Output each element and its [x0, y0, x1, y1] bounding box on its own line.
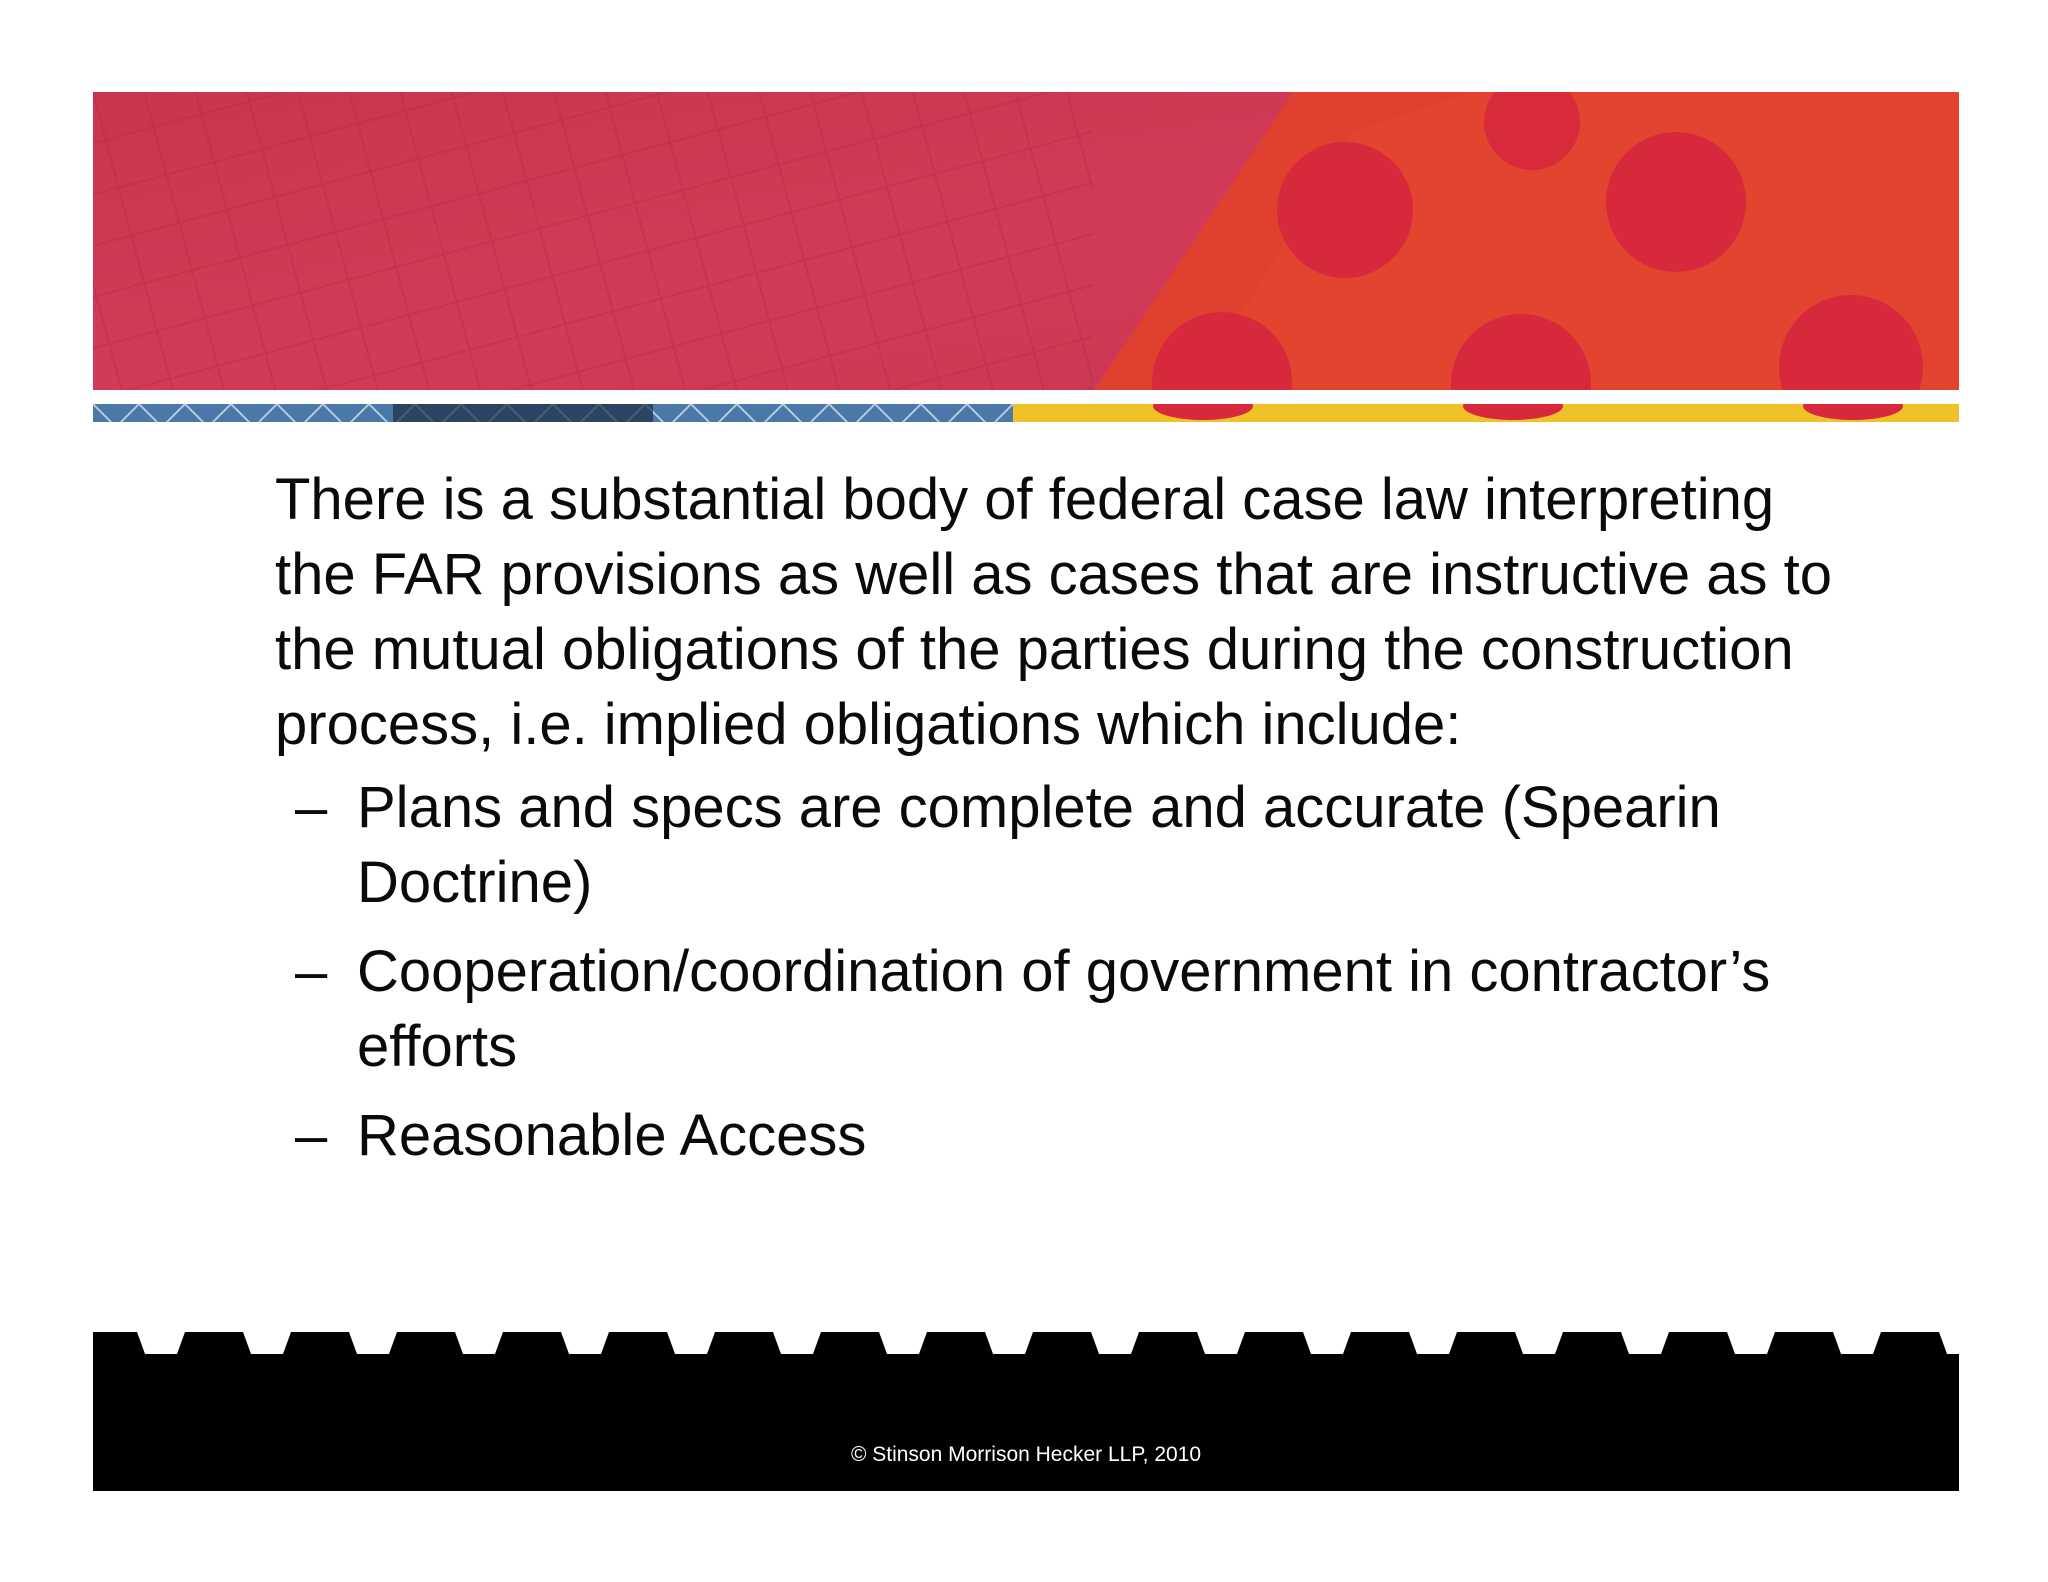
header-white-gap — [93, 392, 1959, 404]
footer-copyright: © Stinson Morrison Hecker LLP, 2010 — [850, 1443, 1202, 1466]
bullet-dash: – — [295, 939, 328, 1004]
header-stripe — [93, 404, 1959, 422]
footer-notch — [137, 1332, 185, 1354]
footer-notch — [1091, 1332, 1139, 1354]
bullet-dash: – — [295, 1103, 328, 1168]
list-item-text: Reasonable Access — [357, 1103, 867, 1168]
list-item — [275, 770, 1855, 920]
footer-notch — [1197, 1332, 1245, 1354]
footer-notch — [1303, 1332, 1351, 1354]
footer-notch — [243, 1332, 291, 1354]
footer-notch — [1727, 1332, 1775, 1354]
footer-notch — [561, 1332, 609, 1354]
footer-notch — [773, 1332, 821, 1354]
list-item — [275, 934, 1855, 1084]
footer-notch — [455, 1332, 503, 1354]
slide — [93, 92, 1959, 1491]
list-item-text: Cooperation/coordination of government in contractor’s efforts — [357, 939, 1771, 1079]
footer-notch — [1621, 1332, 1669, 1354]
footer-notch — [349, 1332, 397, 1354]
bullet-dash: – — [295, 775, 328, 840]
list-item-text: Plans and specs are complete and accurate (Spearin Doctrine) — [357, 775, 1721, 915]
footer-notch — [879, 1332, 927, 1354]
list-item — [275, 1098, 1855, 1173]
header-banner-image — [93, 92, 1959, 392]
footer-notch — [1409, 1332, 1457, 1354]
footer-notch — [1515, 1332, 1563, 1354]
footer-notch — [1833, 1332, 1881, 1354]
footer-notch — [985, 1332, 1033, 1354]
intro-paragraph: There is a substantial body of federal case law interpreting the FAR provisions as well as cases that are instructive as to the mutual obligations of the parties during the construction process, i.e. implied obligations which include: — [275, 467, 1833, 757]
footer-notch — [667, 1332, 715, 1354]
slide-body — [275, 462, 1855, 1187]
obligations-list — [275, 770, 1855, 1173]
